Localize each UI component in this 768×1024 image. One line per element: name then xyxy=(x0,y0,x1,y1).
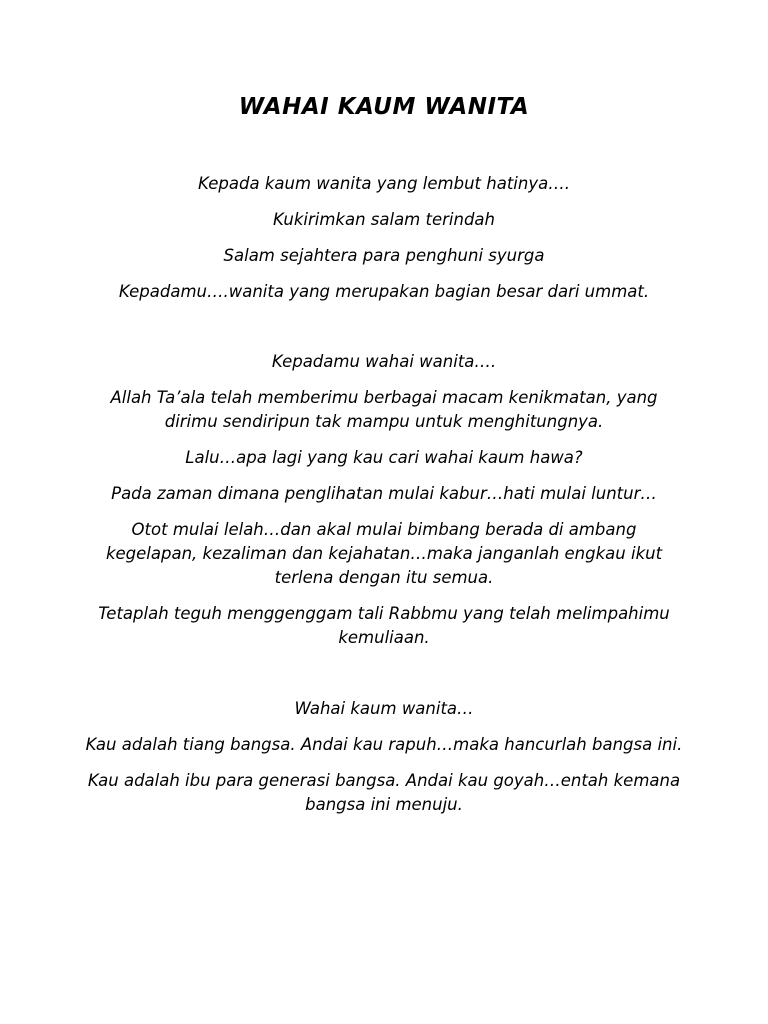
poem-line: Otot mulai lelah…dan akal mulai bimbang berada di ambang kegelapan, kezaliman dan kejahatan…maka janganlah engkau ikut terlena dengan itu semua. xyxy=(105,520,663,587)
document-title: WAHAI KAUM WANITA xyxy=(238,94,530,120)
poem-line: Kepadamu wahai wanita…. xyxy=(271,352,497,371)
poem-line: Pada zaman dimana penglihatan mulai kabur…hati mulai luntur… xyxy=(111,484,657,503)
poem-line: Kau adalah tiang bangsa. Andai kau rapuh…maka hancurlah bangsa ini. xyxy=(85,735,683,754)
stanza-3 xyxy=(84,697,684,817)
stanza-2 xyxy=(84,350,684,650)
poem-line: Salam sejahtera para penghuni syurga xyxy=(223,246,545,265)
poem-line: Allah Ta’ala telah memberimu berbagai macam kenikmatan, yang dirimu sendiripun tak mampu untuk menghitungnya. xyxy=(110,388,658,431)
poem-line: Wahai kaum wanita… xyxy=(294,699,474,718)
poem-line: Kepadamu….wanita yang merupakan bagian besar dari ummat. xyxy=(118,282,650,301)
poem-line: Tetaplah teguh menggenggam tali Rabbmu yang telah melimpahimu kemuliaan. xyxy=(98,604,670,647)
poem-line: Lalu…apa lagi yang kau cari wahai kaum hawa? xyxy=(185,448,583,467)
stanza-1 xyxy=(84,172,684,304)
poem-line: Kau adalah ibu para generasi bangsa. Andai kau goyah…entah kemana bangsa ini menuju. xyxy=(87,771,681,814)
poem-line: Kepada kaum wanita yang lembut hatinya…. xyxy=(198,174,570,193)
poem-line: Kukirimkan salam terindah xyxy=(273,210,495,229)
